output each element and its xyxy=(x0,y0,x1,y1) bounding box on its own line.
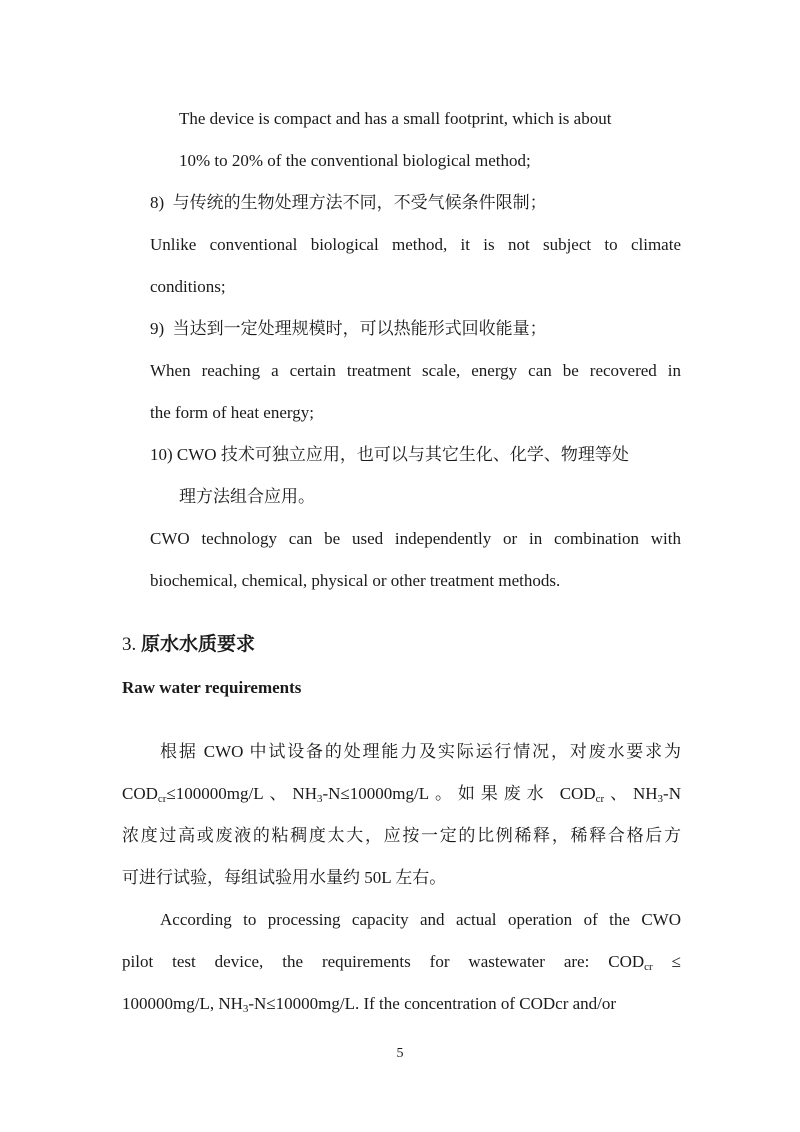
subscript: 3 xyxy=(242,1003,249,1015)
list-number: 10) xyxy=(150,445,173,464)
text-line xyxy=(122,992,616,1016)
section-number: 3. xyxy=(122,634,137,655)
text-line xyxy=(122,782,681,806)
text-run: ≤100000mg/L、NH xyxy=(166,784,317,803)
list-number: 8) xyxy=(150,193,165,212)
text-line: 10% to 20% of the conventional biological method; xyxy=(179,151,531,170)
text-line: When reaching a certain treatment scale, energy can be recovered in xyxy=(150,361,681,380)
list-item-9 xyxy=(150,317,547,341)
subscript: 3 xyxy=(317,793,323,805)
text-line: 理方法组合应用。 xyxy=(179,487,315,506)
text-run: 100000mg/L, NH xyxy=(122,994,243,1013)
text-run: pilot test device, the requirements for wastewater are: COD xyxy=(122,952,645,971)
subscript: 3 xyxy=(657,793,664,805)
text-run: -N≤10000mg/L。如果废水 COD xyxy=(322,784,596,803)
section-heading xyxy=(122,633,255,657)
text-line: conditions; xyxy=(150,277,226,296)
text-line: Unlike conventional biological method, it is not subject to climate xyxy=(150,235,681,254)
text-line xyxy=(122,950,681,974)
text-line: CWO technology can be used independently or in combination with xyxy=(150,529,681,548)
text-line: the form of heat energy; xyxy=(150,403,314,422)
subscript: cr xyxy=(644,961,653,973)
text-line: According to processing capacity and actual operation of the CWO xyxy=(160,910,681,929)
section-title: 原水水质要求 xyxy=(141,634,256,655)
list-text: CWO 技术可独立应用，也可以与其它生化、化学、物理等处 xyxy=(176,445,629,464)
text-run: ≤ xyxy=(671,952,682,971)
list-item-8 xyxy=(150,191,547,215)
text-line: 浓度过高或废液的粘稠度太大，应按一定的比例稀释，稀释合格后方 xyxy=(122,826,681,845)
list-number: 9) xyxy=(150,319,165,338)
text-line: 可进行试验，每组试验用水量约 50L 左右。 xyxy=(122,868,447,887)
page-number: 5 xyxy=(396,1046,404,1061)
text-line: The device is compact and has a small footprint, which is about xyxy=(179,109,612,128)
section-subtitle: Raw water requirements xyxy=(122,678,302,697)
text-run: 、NH xyxy=(604,784,658,803)
text-line: biochemical, chemical, physical or other treatment methods. xyxy=(150,571,561,590)
subscript: cr xyxy=(157,793,167,805)
list-text: 当达到一定处理规模时，可以热能形式回收能量； xyxy=(172,319,547,338)
text-run: -N xyxy=(663,784,681,803)
list-item-10 xyxy=(150,443,629,467)
text-run: -N≤10000mg/L. If the concentration of CODcr and/or xyxy=(248,994,617,1013)
subscript: cr xyxy=(595,793,605,805)
list-text: 与传统的生物处理方法不同，不受气候条件限制； xyxy=(172,193,547,212)
text-run: COD xyxy=(122,784,158,803)
text-line: 根据 CWO 中试设备的处理能力及实际运行情况，对废水要求为 xyxy=(160,742,681,761)
